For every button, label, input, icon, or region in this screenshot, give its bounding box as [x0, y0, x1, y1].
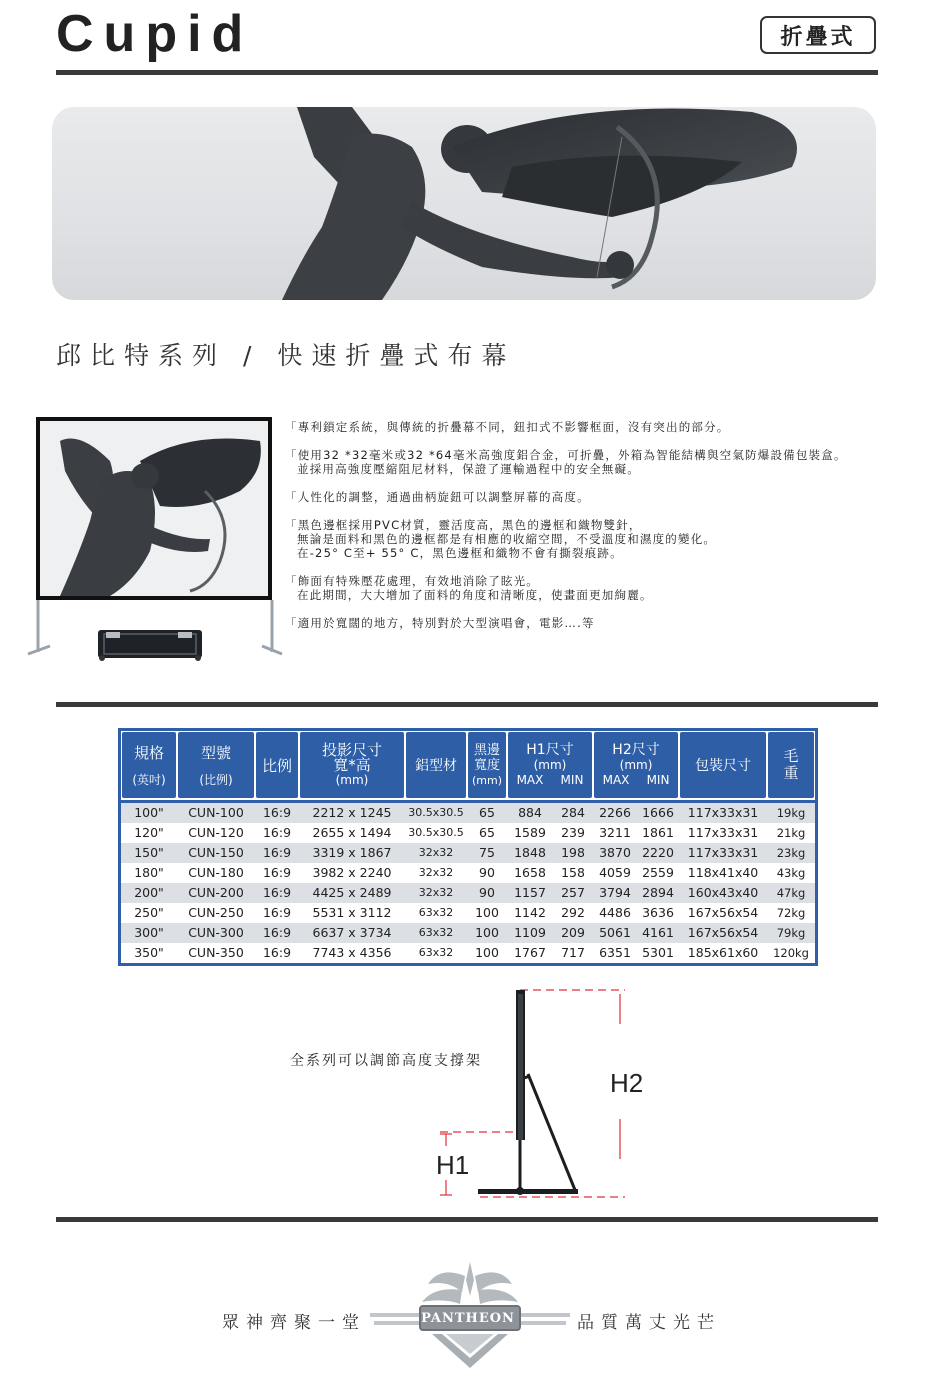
- cell-h1-max: 1767: [507, 943, 553, 963]
- brand-title: Cupid: [56, 5, 254, 63]
- cell-size: 300": [121, 923, 177, 943]
- cell-h2-max: 3794: [593, 883, 637, 903]
- cell-border: 100: [467, 923, 507, 943]
- feature-line: 「使用32 *32毫米或32 *64毫米高強度鋁合金，可折疊，外箱為智能結構與空氣防爆設備包裝盒。: [285, 448, 847, 462]
- header-h2-unit: (mm): [619, 757, 653, 772]
- cell-model: CUN-150: [177, 843, 255, 863]
- table-row: [121, 801, 815, 823]
- cell-h2-min: 3636: [637, 903, 679, 923]
- cell-ratio: 16:9: [255, 883, 299, 903]
- feature-line: 「人性化的調整，通過曲柄旋鈕可以調整屏幕的高度。: [285, 490, 590, 504]
- cell-weight: 23kg: [767, 843, 815, 863]
- cell-package: 167x56x54: [679, 923, 767, 943]
- cell-h2-min: 2220: [637, 843, 679, 863]
- header-alu: [405, 731, 467, 801]
- cell-h1-max: 1658: [507, 863, 553, 883]
- cell-size: 250": [121, 903, 177, 923]
- header-weight-label-2: 重: [783, 764, 799, 783]
- header-border-unit: (mm): [471, 773, 502, 787]
- header-proj-size: [299, 731, 405, 801]
- header-model-label: 型號: [200, 744, 231, 763]
- cell-h2-min: 1861: [637, 823, 679, 843]
- cell-h1-max: 1109: [507, 923, 553, 943]
- feature-item: [285, 490, 925, 504]
- cell-h2-min: 1666: [637, 801, 679, 823]
- slogan-left: 眾神齊聚一堂: [222, 1313, 366, 1333]
- spec-table-container: [118, 728, 818, 966]
- cell-ratio: 16:9: [255, 863, 299, 883]
- cell-border: 75: [467, 843, 507, 863]
- header-size-unit: (英吋): [132, 773, 166, 788]
- cell-size: 200": [121, 883, 177, 903]
- feature-line: 並採用高強度壓縮阻尼材料，保證了運輸過程中的安全無礙。: [297, 462, 640, 476]
- table-row: [121, 823, 815, 843]
- cell-h1-min: 292: [553, 903, 593, 923]
- table-row: [121, 943, 815, 963]
- header-ratio-label: 比例: [256, 732, 298, 798]
- header-h2: [593, 731, 679, 801]
- cell-border: 90: [467, 863, 507, 883]
- cell-package: 117x33x31: [679, 823, 767, 843]
- cell-model: CUN-350: [177, 943, 255, 963]
- cell-h1-min: 209: [553, 923, 593, 943]
- cell-weight: 72kg: [767, 903, 815, 923]
- cell-proj-size: 4425 x 2489: [299, 883, 405, 903]
- cell-border: 100: [467, 943, 507, 963]
- cell-proj-size: 5531 x 3112: [299, 903, 405, 923]
- header-h2-label: H2尺寸: [612, 741, 660, 758]
- screen-statue-illustration: [40, 421, 268, 596]
- header-h2-min: MIN: [646, 772, 670, 787]
- screen-stand-illustration: [24, 596, 294, 666]
- cell-h2-max: 4486: [593, 903, 637, 923]
- cell-ratio: 16:9: [255, 823, 299, 843]
- cell-proj-size: 6637 x 3734: [299, 923, 405, 943]
- cell-alu: 30.5x30.5: [405, 823, 467, 843]
- header-border: [467, 731, 507, 801]
- cell-h1-max: 1142: [507, 903, 553, 923]
- slogan-right: 品質萬丈光芒: [577, 1313, 721, 1333]
- cell-ratio: 16:9: [255, 843, 299, 863]
- header-h1-min: MIN: [560, 772, 584, 787]
- cell-weight: 120kg: [767, 943, 815, 963]
- logo-text: PANTHEON: [421, 1311, 515, 1326]
- header-divider: [56, 70, 878, 75]
- cell-h1-min: 717: [553, 943, 593, 963]
- feature-item: [285, 448, 925, 476]
- cell-alu: 30.5x30.5: [405, 801, 467, 823]
- cell-model: CUN-120: [177, 823, 255, 843]
- cell-h1-min: 284: [553, 801, 593, 823]
- spec-table: [121, 731, 815, 963]
- section-divider-1: [56, 702, 878, 707]
- cell-h2-min: 4161: [637, 923, 679, 943]
- cell-h2-max: 2266: [593, 801, 637, 823]
- header-h1-max: MAX: [516, 772, 544, 787]
- cell-weight: 19kg: [767, 801, 815, 823]
- table-row: [121, 923, 815, 943]
- cell-h2-max: 4059: [593, 863, 637, 883]
- header-proj-size-unit: (mm): [335, 772, 369, 787]
- cell-h1-max: 1157: [507, 883, 553, 903]
- screen-image: [40, 421, 268, 596]
- cell-h1-min: 158: [553, 863, 593, 883]
- cell-size: 180": [121, 863, 177, 883]
- cell-package: 185x61x60: [679, 943, 767, 963]
- header-h2-max: MAX: [602, 772, 630, 787]
- hero-image: [52, 107, 876, 300]
- cell-border: 90: [467, 883, 507, 903]
- header-package-label: 包裝尺寸: [680, 732, 766, 798]
- series-subtitle: 邱比特系列 / 快速折疊式布幕: [56, 341, 516, 370]
- cell-h1-min: 257: [553, 883, 593, 903]
- cell-alu: 63x32: [405, 923, 467, 943]
- table-row: [121, 863, 815, 883]
- cell-weight: 47kg: [767, 883, 815, 903]
- cell-model: CUN-250: [177, 903, 255, 923]
- cell-proj-size: 3319 x 1867: [299, 843, 405, 863]
- feature-line: 「黑色邊框採用PVC材質，靈活度高，黑色的邊框和織物雙針，: [285, 518, 642, 532]
- cell-ratio: 16:9: [255, 801, 299, 823]
- cell-proj-size: 2655 x 1494: [299, 823, 405, 843]
- cell-h2-max: 3870: [593, 843, 637, 863]
- feature-line: 「適用於寬闊的地方，特別對於大型演唱會，電影….等: [285, 616, 595, 630]
- cell-model: CUN-200: [177, 883, 255, 903]
- header-proj-size-label: 投影尺寸: [321, 740, 382, 759]
- cupid-statue-illustration: [52, 107, 876, 300]
- header-h1-unit: (mm): [533, 757, 567, 772]
- header-size: [121, 731, 177, 801]
- cell-alu: 32x32: [405, 863, 467, 883]
- cell-ratio: 16:9: [255, 923, 299, 943]
- header-ratio: [255, 731, 299, 801]
- cell-h1-max: 1589: [507, 823, 553, 843]
- feature-item: [285, 616, 925, 630]
- header-size-label: 規格: [133, 744, 164, 763]
- cell-h1-min: 239: [553, 823, 593, 843]
- cell-weight: 43kg: [767, 863, 815, 883]
- spec-table-body: [121, 801, 815, 963]
- feature-line: 無論是面料和黑色的邊框都是有相應的收縮空間，不受溫度和濕度的變化。: [297, 532, 717, 546]
- cell-weight: 21kg: [767, 823, 815, 843]
- cell-border: 65: [467, 801, 507, 823]
- cell-ratio: 16:9: [255, 943, 299, 963]
- stand-caption: 全系列可以調節高度支撐架: [290, 1053, 482, 1069]
- cell-alu: 32x32: [405, 843, 467, 863]
- section-divider-2: [56, 1217, 878, 1222]
- cell-h1-max: 884: [507, 801, 553, 823]
- cell-alu: 32x32: [405, 883, 467, 903]
- feature-line: 在此期間，大大增加了面料的角度和清晰度，使畫面更加絢麗。: [297, 588, 653, 602]
- header-h1: [507, 731, 593, 801]
- cell-h2-min: 2894: [637, 883, 679, 903]
- header-weight-label-1: 毛: [783, 747, 799, 766]
- cell-size: 150": [121, 843, 177, 863]
- feature-line: 在-25° C至+ 55° C，黑色邊框和織物不會有撕裂痕跡。: [297, 546, 623, 560]
- cell-alu: 63x32: [405, 943, 467, 963]
- feature-line: 「專利鎖定系統，與傳統的折疊幕不同，鈕扣式不影響框面，沒有突出的部分。: [285, 420, 730, 434]
- header-model: [177, 731, 255, 801]
- cell-model: CUN-180: [177, 863, 255, 883]
- cell-proj-size: 3982 x 2240: [299, 863, 405, 883]
- header-model-unit: (比例): [199, 773, 233, 788]
- cell-size: 100": [121, 801, 177, 823]
- cell-model: CUN-300: [177, 923, 255, 943]
- cell-border: 100: [467, 903, 507, 923]
- table-row: [121, 903, 815, 923]
- feature-item: [285, 574, 925, 602]
- feature-item: [285, 518, 925, 560]
- cell-package: 117x33x31: [679, 801, 767, 823]
- cell-h2-max: 3211: [593, 823, 637, 843]
- cell-size: 350": [121, 943, 177, 963]
- h1-dimension-label: H1: [436, 1150, 470, 1180]
- cell-package: 167x56x54: [679, 903, 767, 923]
- cell-size: 120": [121, 823, 177, 843]
- header-alu-label: 鋁型材: [406, 732, 466, 798]
- feature-list: [285, 420, 925, 644]
- cell-proj-size: 7743 x 4356: [299, 943, 405, 963]
- header-border-sub: 寬度: [473, 757, 500, 773]
- feature-line: 「飾面有特殊壓花處理，有效地消除了眩光。: [285, 574, 539, 588]
- cell-weight: 79kg: [767, 923, 815, 943]
- cell-package: 160x43x40: [679, 883, 767, 903]
- cell-border: 65: [467, 823, 507, 843]
- cell-h2-max: 5061: [593, 923, 637, 943]
- header-package: [679, 731, 767, 801]
- cell-proj-size: 2212 x 1245: [299, 801, 405, 823]
- cell-h1-min: 198: [553, 843, 593, 863]
- header-weight: [767, 731, 815, 801]
- cell-h2-min: 5301: [637, 943, 679, 963]
- type-badge: 折疊式: [760, 16, 876, 54]
- table-row: [121, 883, 815, 903]
- cell-h2-max: 6351: [593, 943, 637, 963]
- cell-package: 118x41x40: [679, 863, 767, 883]
- cell-ratio: 16:9: [255, 903, 299, 923]
- header-border-label: 黑邊: [473, 742, 500, 758]
- table-row: [121, 843, 815, 863]
- cell-model: CUN-100: [177, 801, 255, 823]
- cell-h2-min: 2559: [637, 863, 679, 883]
- cell-h1-max: 1848: [507, 843, 553, 863]
- h2-dimension-label: H2: [610, 1068, 644, 1098]
- cell-alu: 63x32: [405, 903, 467, 923]
- cell-package: 117x33x31: [679, 843, 767, 863]
- feature-item: [285, 420, 925, 434]
- header-h1-label: H1尺寸: [526, 741, 574, 758]
- header-proj-size-sub: 寬*高: [333, 755, 371, 774]
